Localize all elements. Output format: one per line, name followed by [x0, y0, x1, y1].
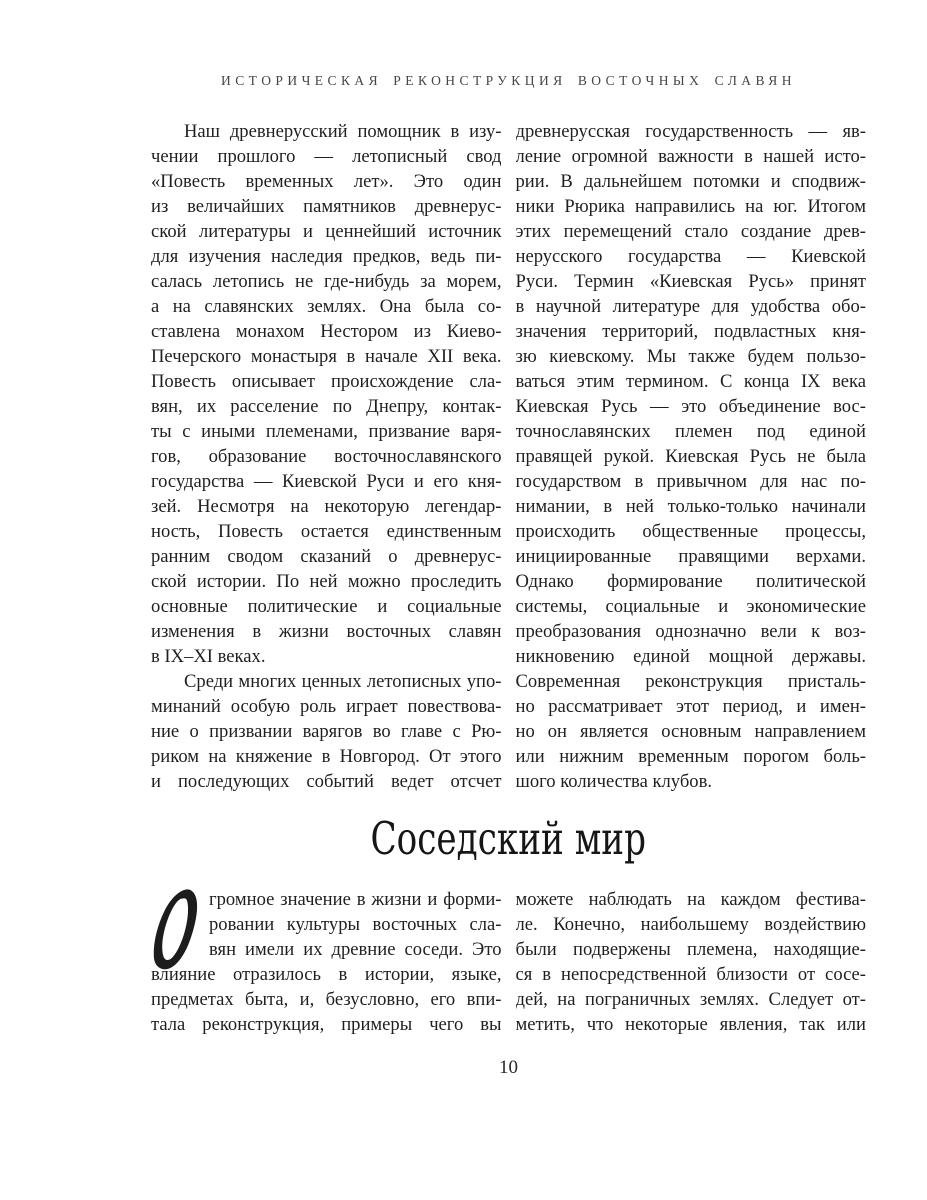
- text-line: предметах быта, и, безусловно, его впи-: [151, 989, 502, 1010]
- text-line: салась летопись не где-нибудь за морем,: [151, 271, 502, 292]
- text-line: ской литературы и ценнейший источник: [151, 221, 502, 242]
- section1-columns: [151, 119, 866, 794]
- text-line: метить, что некоторые явления, так или: [515, 1014, 866, 1035]
- text-line: Руси. Термин «Киевская Русь» принят: [515, 271, 866, 292]
- text-line: ваться этим термином. С конца IX века: [515, 371, 866, 392]
- section1-right-column: [516, 119, 867, 794]
- section2-left-column: [151, 887, 502, 1037]
- text-line: можете наблюдать на каждом фестива-: [515, 889, 866, 910]
- text-line: ставлена монахом Нестором из Киево-: [151, 321, 502, 342]
- text-line: Современная реконструкция присталь-: [515, 671, 866, 692]
- text-line: ле. Конечно, наибольшему воздействию: [515, 914, 866, 935]
- paragraph: [151, 669, 502, 794]
- text-line: Печерского монастыря в начале XII века.: [151, 346, 502, 367]
- text-line: в IX–XI веках.: [151, 646, 266, 667]
- text-line: правящей рукой. Киевская Русь не была: [515, 446, 866, 467]
- text-line: вян, их расселение по Днепру, контак-: [151, 396, 502, 417]
- text-line: нерусского государства — Киевской: [515, 246, 866, 267]
- text-line: государства — Киевской Руси и его кня-: [151, 471, 502, 492]
- text-line: основные политические и социальные: [151, 596, 502, 617]
- text-line: дей, на пограничных землях. Следует от-: [515, 989, 866, 1010]
- paragraph: [516, 119, 867, 794]
- drop-cap-glyph-icon: [147, 888, 203, 970]
- text-line: ты с иными племенами, призвание варя-: [151, 421, 502, 442]
- text-line: ность, Повесть остается единственным: [151, 521, 502, 542]
- text-line: чении прошлого — летописный свод: [151, 146, 502, 167]
- text-line: были подвержены племена, находящие-: [515, 939, 866, 960]
- text-line: громное значение в жизни и форми-: [209, 889, 502, 910]
- text-line: риком на княжение в Новгород. От этого: [151, 746, 502, 767]
- text-line: нимании, в ней только-только начинали: [515, 496, 866, 517]
- text-line: гов, образование восточнославянского: [151, 446, 502, 467]
- section1-left-column: [151, 119, 502, 794]
- text-line: никновению единой мощной державы.: [515, 646, 866, 667]
- text-line: из величайших памятников древнерус-: [151, 196, 502, 217]
- text-line: минаний особую роль играет повествова-: [151, 696, 502, 717]
- text-line: ся в непосредственной близости от сосе-: [515, 964, 866, 985]
- text-line: и последующих событий ведет отсчет: [151, 771, 502, 792]
- running-head: ИСТОРИЧЕСКАЯ РЕКОНСТРУКЦИЯ ВОСТОЧНЫХ СЛАВЯН: [221, 73, 796, 88]
- section2-columns: [151, 887, 866, 1037]
- text-line: значения территорий, подвластных кня-: [515, 321, 866, 342]
- text-line: зю киевскому. Мы также будем пользо-: [515, 346, 866, 367]
- section2-right-column: [516, 887, 867, 1037]
- text-line: происходить общественные процессы,: [515, 521, 866, 542]
- paragraph: [516, 887, 867, 1037]
- paragraph: [151, 119, 502, 669]
- text-line: вян имели их древние соседи. Это: [209, 939, 502, 960]
- text-line: ровании культуры восточных сла-: [209, 914, 502, 935]
- text-line: а на славянских землях. Она была со-: [151, 296, 502, 317]
- folio-page-number: 10: [499, 1057, 518, 1078]
- text-line: ники Рюрика направились на юг. Итогом: [515, 196, 866, 217]
- text-line: тала реконструкция, примеры чего вы: [151, 1014, 502, 1035]
- drop-cap-letter-o: [147, 888, 203, 970]
- text-line: этих перемещений стало создание древ-: [515, 221, 866, 242]
- text-line: преобразования однозначно вели к воз-: [515, 621, 866, 642]
- text-line: системы, социальные и экономические: [515, 596, 866, 617]
- text-line: изменения в жизни восточных славян: [151, 621, 502, 642]
- text-line: «Повесть временных лет». Это один: [151, 171, 502, 192]
- text-line: древнерусская государственность — яв-: [515, 121, 866, 142]
- text-line: государством в привычном для нас по-: [515, 471, 866, 492]
- text-line: шого количества клубов.: [515, 771, 713, 792]
- text-line: ранним сводом сказаний о древнерус-: [151, 546, 502, 567]
- text-line: но рассматривает этот период, и имен-: [515, 696, 866, 717]
- text-line: рии. В дальнейшем потомки и сподвиж-: [515, 171, 866, 192]
- text-line: Однако формирование политической: [515, 571, 866, 592]
- text-line: для изучения наследия предков, ведь пи-: [151, 246, 502, 267]
- chapter-heading: [151, 808, 866, 870]
- text-line: ление огромной важности в нашей исто-: [515, 146, 866, 167]
- text-line: но он является основным направлением: [515, 721, 866, 742]
- text-line: Киевская Русь — это объединение вос-: [515, 396, 866, 417]
- text-line: Повесть описывает происхождение сла-: [151, 371, 502, 392]
- text-line: Наш древнерусский помощник в изу-: [184, 121, 502, 142]
- paragraph: [151, 887, 502, 1037]
- text-line: ние о призвании варягов во главе с Рю-: [151, 721, 502, 742]
- text-line: зей. Несмотря на некоторую легендар-: [151, 496, 502, 517]
- text-line: точнославянских племен под единой: [515, 421, 866, 442]
- text-line: влияние отразилось в истории, языке,: [151, 964, 502, 985]
- text-line: ской истории. По ней можно проследить: [151, 571, 502, 592]
- text-line: или нижним временным порогом боль-: [515, 746, 866, 767]
- text-line: инициированные правящими верхами.: [515, 546, 866, 567]
- text-line: в научной литературе для удобства обо-: [515, 296, 866, 317]
- chapter-title: Соседский мир: [370, 812, 647, 865]
- text-line: Среди многих ценных летописных упо-: [184, 671, 502, 692]
